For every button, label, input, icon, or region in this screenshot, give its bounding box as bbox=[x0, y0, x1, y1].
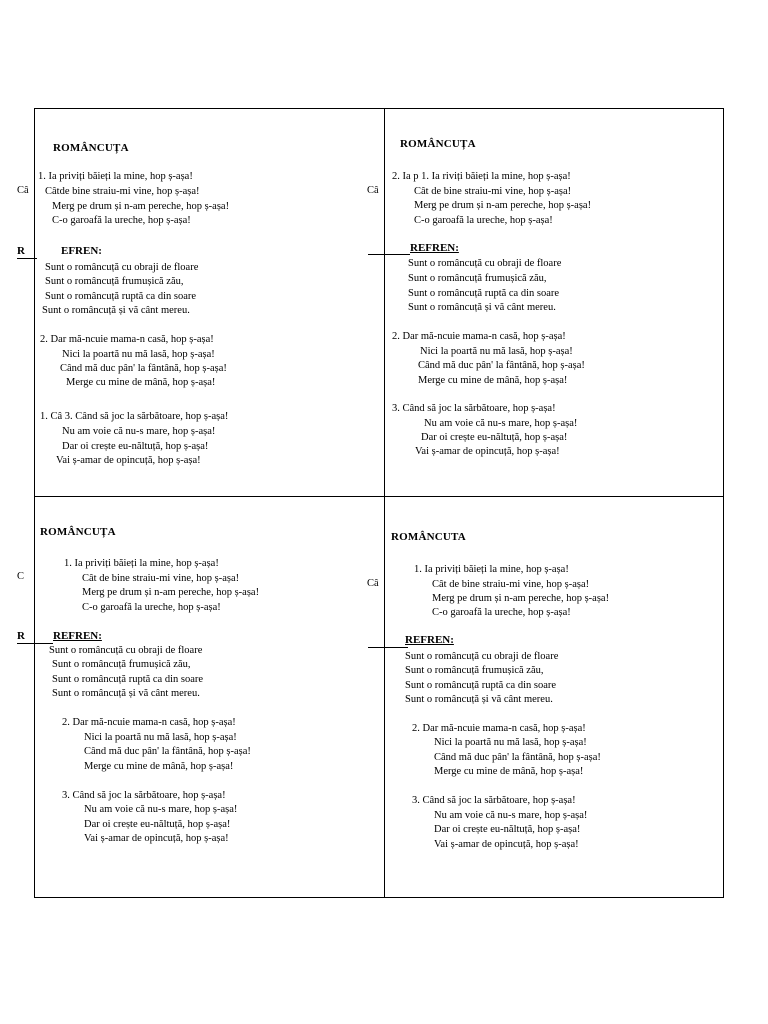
verse-line: Când mă duc pân' la fântână, hop ș-așa! bbox=[434, 752, 601, 763]
margin-rule bbox=[17, 643, 53, 644]
verse-line: Merg pe drum și n-am pereche, hop ș-așa! bbox=[52, 201, 230, 212]
margin-fragment: Câ bbox=[17, 185, 29, 196]
margin-fragment: Câ bbox=[367, 185, 379, 196]
verse-line: 1. Ia priviți băieți la mine, hop ș-așa! bbox=[414, 564, 569, 575]
verse-line: Câtde bine straiu-mi vine, hop ș-așa! bbox=[45, 186, 200, 197]
margin-rule bbox=[17, 258, 37, 259]
verse-line: Nici la poartă nu mă lasă, hop ș-așa! bbox=[84, 732, 237, 743]
verse-line: Nu am voie că nu-s mare, hop ș-așa! bbox=[434, 810, 588, 821]
refrain-line: Sunt o româncuță ruptă ca din soare bbox=[52, 674, 204, 685]
verse-line: Nu am voie că nu-s mare, hop ș-așa! bbox=[424, 418, 578, 429]
refrain-line: Sunt o româncuță ruptă ca din soare bbox=[405, 680, 557, 691]
verse-line: 1. Ia priviți băieți la mine, hop ș-așa! bbox=[64, 558, 219, 569]
refrain-line: Sunt o româncuță și vă cânt mereu. bbox=[42, 305, 190, 316]
verse-line: Merge cu mine de mână, hop ș-așa! bbox=[418, 375, 568, 386]
margin-fragment: R bbox=[17, 245, 25, 257]
refrain-line: Sunt o româncuță și vă cânt mereu. bbox=[408, 302, 556, 313]
verse-line: Merg pe drum și n-am pereche, hop ș-așa! bbox=[82, 587, 260, 598]
song-title: ROMÂNCUȚA bbox=[40, 526, 116, 538]
refrain-line: Sunt o româncuță cu obraji de floare bbox=[408, 258, 562, 269]
verse-line: 2. Dar mă-ncuie mama-n casă, hop ș-așa! bbox=[62, 717, 236, 728]
verse-line: Dar oi crește eu-năltuță, hop ș-așa! bbox=[84, 819, 231, 830]
verse-line: 2. Dar mă-ncuie mama-n casă, hop ș-așa! bbox=[392, 331, 566, 342]
refrain-line: Sunt o româncuță frumușică zău, bbox=[52, 659, 191, 670]
song-title: ROMÂNCUȚA bbox=[400, 138, 476, 150]
verse-line: Nici la poartă nu mă lasă, hop ș-așa! bbox=[434, 737, 587, 748]
verse-line: 2. Dar mă-ncuie mama-n casă, hop ș-așa! bbox=[40, 334, 214, 345]
song-title: ROMÂNCUȚA bbox=[53, 142, 129, 154]
verse-line: Cât de bine straiu-mi vine, hop ș-așa! bbox=[432, 579, 590, 590]
verse-line: Când mă duc pân' la fântână, hop ș-așa! bbox=[60, 363, 227, 374]
verse-line: C-o garoafă la ureche, hop ș-așa! bbox=[432, 607, 571, 618]
verse-line: Merge cu mine de mână, hop ș-așa! bbox=[434, 766, 584, 777]
refrain-line: Sunt o româncuță cu obraji de floare bbox=[405, 651, 559, 662]
verse-line: Nu am voie că nu-s mare, hop ș-așa! bbox=[84, 804, 238, 815]
refrain-line: Sunt o româncuță și vă cânt mereu. bbox=[405, 694, 553, 705]
verse-line: Vai ș-amar de opincuță, hop ș-așa! bbox=[434, 839, 579, 850]
verse-line: Merge cu mine de mână, hop ș-așa! bbox=[84, 761, 234, 772]
verse-line: Dar oi crește eu-năltuță, hop ș-așa! bbox=[434, 824, 581, 835]
verse-line: Când mă duc pân' la fântână, hop ș-așa! bbox=[418, 360, 585, 371]
verse-line: C-o garoafă la ureche, hop ș-așa! bbox=[52, 215, 191, 226]
verse-line: 3. Când să joc la sărbătoare, hop ș-așa! bbox=[412, 795, 576, 806]
verse-line: C-o garoafă la ureche, hop ș-așa! bbox=[82, 602, 221, 613]
margin-fragment: R bbox=[17, 630, 25, 642]
refrain-label: REFREN: bbox=[53, 630, 102, 642]
verse-line: 3. Când să joc la sărbătoare, hop ș-așa! bbox=[392, 403, 556, 414]
refrain-line: Sunt o româncuță cu obraji de floare bbox=[49, 645, 203, 656]
verse-line: Nici la poartă nu mă lasă, hop ș-așa! bbox=[420, 346, 573, 357]
vertical-divider bbox=[384, 108, 385, 898]
verse-line: Când mă duc pân' la fântână, hop ș-așa! bbox=[84, 746, 251, 757]
verse-line: Merge cu mine de mână, hop ș-așa! bbox=[66, 377, 216, 388]
refrain-line: Sunt o româncuță și vă cânt mereu. bbox=[52, 688, 200, 699]
refrain-line: Sunt o româncuță frumușică zău, bbox=[45, 276, 184, 287]
verse-line: Merg pe drum și n-am pereche, hop ș-așa! bbox=[432, 593, 610, 604]
song-title: ROMÂNCUTA bbox=[391, 531, 466, 543]
refrain-line: Sunt o româncuță ruptă ca din soare bbox=[408, 288, 560, 299]
refrain-line: Sunt o româncuță ruptă ca din soare bbox=[45, 291, 197, 302]
verse-line: Cât de bine straiu-mi vine, hop ș-așa! bbox=[414, 186, 572, 197]
refrain-label: REFREN: bbox=[405, 634, 454, 646]
verse-line: 1. Câ 3. Când să joc la sărbătoare, hop ș-așa! bbox=[40, 411, 229, 422]
verse-line: 3. Când să joc la sărbătoare, hop ș-așa! bbox=[62, 790, 226, 801]
refrain-line: Sunt o româncuță frumușică zău, bbox=[405, 665, 544, 676]
verse-line: Dar oi crește eu-năltuță, hop ș-așa! bbox=[421, 432, 568, 443]
verse-line: Nu am voie că nu-s mare, hop ș-așa! bbox=[62, 426, 216, 437]
verse-line: 2. Ia p 1. Ia riviți băieți la mine, hop ș-așa! bbox=[392, 171, 571, 182]
verse-line: Vai ș-amar de opincuță, hop ș-așa! bbox=[56, 455, 201, 466]
horizontal-divider bbox=[34, 496, 724, 497]
verse-line: Vai ș-amar de opincuță, hop ș-așa! bbox=[84, 833, 229, 844]
margin-rule bbox=[368, 254, 410, 255]
verse-line: Cât de bine straiu-mi vine, hop ș-așa! bbox=[82, 573, 240, 584]
verse-line: Dar oi crește eu-năltuță, hop ș-așa! bbox=[62, 441, 209, 452]
refrain-line: Sunt o româncuță cu obraji de floare bbox=[45, 262, 199, 273]
margin-fragment: C bbox=[17, 571, 25, 582]
verse-line: Nici la poartă nu mă lasă, hop ș-așa! bbox=[62, 349, 215, 360]
refrain-label: REFREN: bbox=[410, 242, 459, 254]
verse-line: 1. Ia priviți băieți la mine, hop ș-așa! bbox=[38, 171, 193, 182]
verse-line: C-o garoafă la ureche, hop ș-așa! bbox=[414, 215, 553, 226]
verse-line: 2. Dar mă-ncuie mama-n casă, hop ș-așa! bbox=[412, 723, 586, 734]
refrain-label: EFREN: bbox=[61, 245, 102, 257]
margin-rule bbox=[368, 647, 408, 648]
verse-line: Merg pe drum și n-am pereche, hop ș-așa! bbox=[414, 200, 592, 211]
refrain-line: Sunt o româncuță frumușică zău, bbox=[408, 273, 547, 284]
verse-line: Vai ș-amar de opincuță, hop ș-așa! bbox=[415, 446, 560, 457]
margin-fragment: Câ bbox=[367, 578, 379, 589]
